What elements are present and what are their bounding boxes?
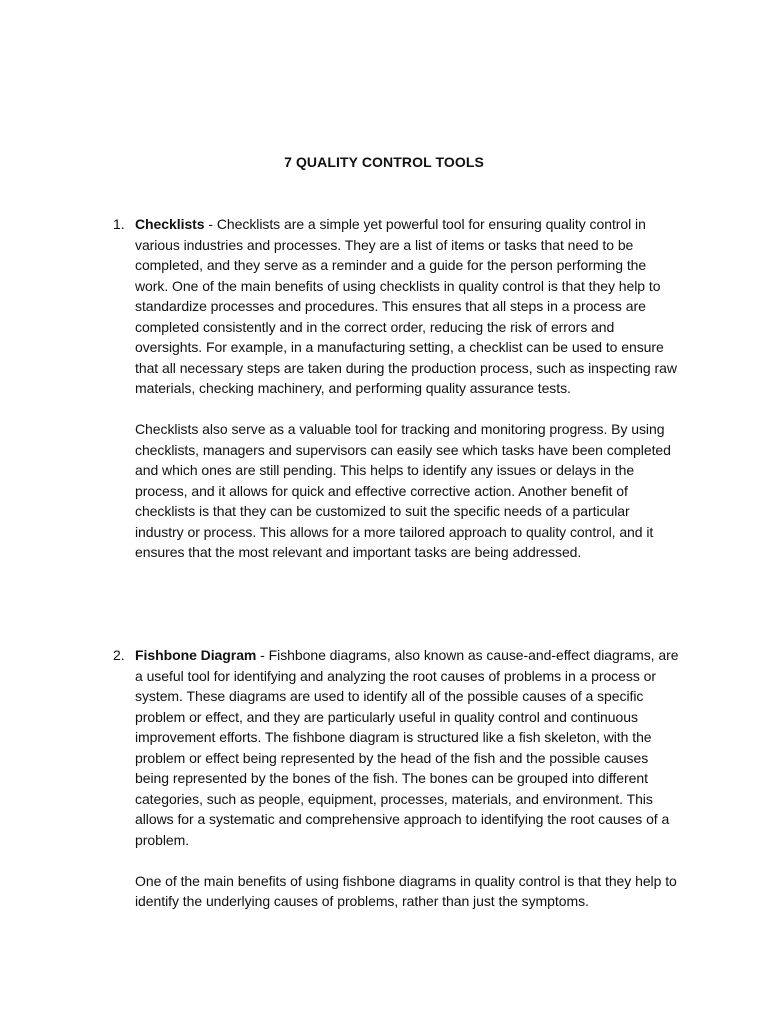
item-paragraph: One of the main benefits of using fishbone diagrams in quality control is that they help to identify the underlying causes of problems, rather than just the symptoms. xyxy=(135,872,677,909)
list-item-fishbone-diagram xyxy=(113,645,683,932)
item-lead-text: - Fishbone diagrams, also known as cause-and-effect diagrams, are a useful tool for identifying and analyzing the root causes of problems in a process or system. These diagrams are used to identify all of the possible causes of a specific problem or effect, and they are particularly useful in quality control and continuous improvement efforts. The fishbone diagram is structured like a fish skeleton, with the problem or effect being represented by the head of the fish and the possible causes being represented by the bones of the fish. The bones can be grouped into different categories, such as people, equipment, processes, materials, and environment. This allows for a systematic and comprehensive approach to identifying the root causes of a problem. xyxy=(135,647,679,848)
list-item-checklists xyxy=(113,214,683,583)
item-lead-paragraph xyxy=(135,214,681,399)
document-title: 7 QUALITY CONTROL TOOLS xyxy=(284,154,484,170)
list-item-number: 2. xyxy=(113,647,125,663)
item-term: Checklists xyxy=(135,216,205,232)
item-lead-paragraph xyxy=(135,645,681,850)
item-term: Fishbone Diagram xyxy=(135,647,257,663)
list-item-body xyxy=(135,645,681,912)
list-item-body xyxy=(135,214,681,563)
item-paragraph: Checklists also serve as a valuable tool for tracking and monitoring progress. By using checklists, managers and supervisors can easily see which tasks have been completed and which ones are still pending. This helps to identify any issues or delays in the process, and it allows for quick and effective corrective action. Another benefit of checklists is that they can be customized to suit the specific needs of a particular industry or process. This allows for a more tailored approach to quality control, and it ensures that the most relevant and important tasks are being addressed. xyxy=(135,421,671,560)
item-lead-text: - Checklists are a simple yet powerful tool for ensuring quality control in various industries and processes. They are a list of items or tasks that need to be completed, and they serve as a reminder and a guide for the person performing the work. One of the main benefits of using checklists in quality control is that they help to standardize processes and procedures. This ensures that all steps in a process are completed consistently and in the correct order, reducing the risk of errors and oversights. For example, in a manufacturing setting, a checklist can be used to ensure that all necessary steps are taken during the production process, such as inspecting raw materials, checking machinery, and performing quality assurance tests. xyxy=(135,216,677,396)
list-item-number: 1. xyxy=(113,216,125,232)
